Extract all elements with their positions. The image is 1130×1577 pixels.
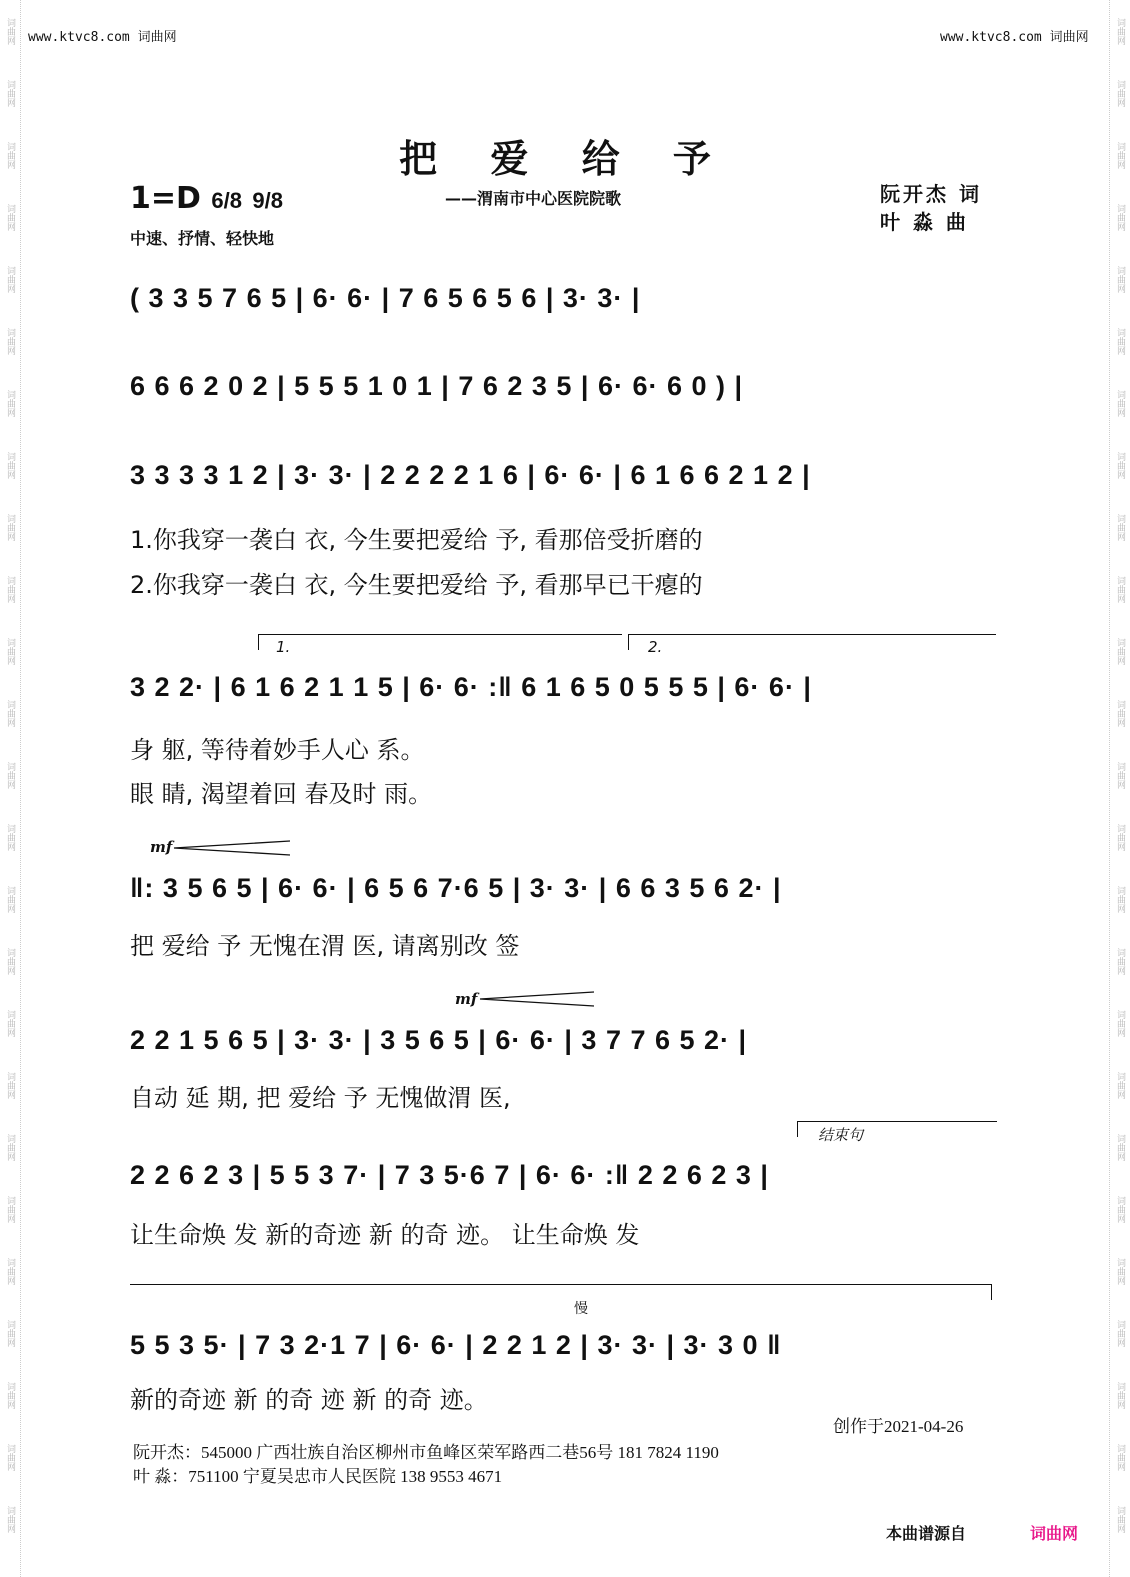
side-watermark-text: 词曲网	[5, 265, 15, 293]
key-label: 1=D	[130, 181, 201, 216]
side-watermark-text: 词曲网	[5, 637, 15, 665]
lyric-line-4-verse-1: 身 躯, 等待着妙手人心 系。	[130, 736, 425, 764]
right-watermark-strip	[1109, 0, 1130, 1577]
contact-lyricist: 阮开杰：545000 广西壮族自治区柳州市鱼峰区荣军路西二巷56号 181 7824 1190	[133, 1443, 719, 1462]
dynamic-mf-2: mf	[455, 990, 478, 1008]
lyric-line-3-verse-1: 1.你我穿一袭白 衣, 今生要把爱给 予, 看那倍受折磨的	[130, 526, 703, 554]
lyric-line-3-verse-2: 2.你我穿一袭白 衣, 今生要把爱给 予, 看那早已干瘪的	[130, 571, 703, 599]
side-watermark-text: 词曲网	[5, 1381, 15, 1409]
tempo-marking: 中速、抒情、轻快地	[130, 229, 275, 248]
side-watermark-text: 词曲网	[1115, 17, 1125, 45]
dynamic-mf-1: mf	[150, 838, 173, 856]
side-watermark-text: 词曲网	[1115, 389, 1125, 417]
volta-bracket-2	[628, 634, 996, 635]
left-watermark-strip	[0, 0, 21, 1577]
composer-credit: 叶 淼 曲	[880, 210, 969, 234]
brand-link[interactable]: 词曲网	[1030, 1524, 1079, 1543]
coda-bracket-continued	[130, 1284, 992, 1285]
volta-bracket-2-edge	[628, 634, 629, 650]
side-watermark-text: 词曲网	[5, 513, 15, 541]
side-watermark-text: 词曲网	[1115, 1319, 1125, 1347]
song-subtitle: ——渭南市中心医院院歌	[445, 189, 622, 208]
side-watermark-text: 词曲网	[5, 327, 15, 355]
side-watermark-text: 词曲网	[5, 1195, 15, 1223]
side-watermark-text: 词曲网	[5, 1443, 15, 1471]
side-watermark-text: 词曲网	[1115, 141, 1125, 169]
side-watermark-text: 词曲网	[1115, 761, 1125, 789]
side-watermark-text: 词曲网	[1115, 575, 1125, 603]
coda-bracket-end	[991, 1284, 992, 1300]
side-watermark-text: 词曲网	[5, 451, 15, 479]
side-watermark-text: 词曲网	[5, 885, 15, 913]
side-watermark-text: 词曲网	[1115, 823, 1125, 851]
time-signature-1: 6/8	[211, 188, 242, 213]
side-watermark-text: 词曲网	[5, 79, 15, 107]
side-watermark-text: 词曲网	[1115, 1195, 1125, 1223]
notation-line-7: 2 2 6 2 3 | 5 5 3 7· | 7 3 5·6 7 | 6· 6· :‖ 2 2 6 2 3 |	[130, 1160, 769, 1190]
side-watermark-text: 词曲网	[1115, 699, 1125, 727]
lyric-line-8: 新的奇迹 新 的奇 迹 新 的奇 迹。	[130, 1386, 488, 1414]
notation-line-1: ( 3 3 5 7 6 5 | 6· 6· | 7 6 5 6 5 6 | 3· 3· |	[130, 283, 641, 313]
watermark-left: www.ktvc8.com 词曲网	[28, 30, 177, 45]
side-watermark-text: 词曲网	[5, 389, 15, 417]
side-watermark-text: 词曲网	[1115, 451, 1125, 479]
side-watermark-text: 词曲网	[5, 575, 15, 603]
notation-line-5: ‖: 3 5 6 5 | 6· 6· | 6 5 6 7·6 5 | 3· 3· | 6 6 3 5 6 2· |	[130, 873, 782, 903]
side-watermark-text: 词曲网	[1115, 513, 1125, 541]
key-signature	[130, 181, 283, 216]
side-watermark-text: 词曲网	[1115, 637, 1125, 665]
side-watermark-text: 词曲网	[1115, 885, 1125, 913]
side-watermark-text: 词曲网	[1115, 1257, 1125, 1285]
lyric-line-4-verse-2: 眼 睛, 渴望着回 春及时 雨。	[130, 780, 433, 808]
watermark-right: www.ktvc8.com 词曲网	[940, 30, 1089, 45]
side-watermark-text: 词曲网	[5, 1257, 15, 1285]
coda-bracket	[797, 1121, 997, 1122]
slow-marking: 慢	[574, 1301, 588, 1317]
notation-line-3: 3 3 3 3 1 2 | 3· 3· | 2 2 2 2 1 6 | 6· 6· | 6 1 6 6 2 1 2 |	[130, 460, 811, 490]
side-watermark-text: 词曲网	[1115, 1443, 1125, 1471]
side-watermark-text: 词曲网	[1115, 1133, 1125, 1161]
side-watermark-text: 词曲网	[5, 823, 15, 851]
volta-1-label: 1.	[276, 638, 291, 656]
side-watermark-text: 词曲网	[5, 1319, 15, 1347]
side-watermark-text: 词曲网	[1115, 1505, 1125, 1533]
volta-bracket-1-edge	[258, 634, 259, 650]
side-watermark-text: 词曲网	[5, 1071, 15, 1099]
notation-line-6: 2 2 1 5 6 5 | 3· 3· | 3 5 6 5 | 6· 6· | 3 7 7 6 5 2· |	[130, 1025, 748, 1055]
side-watermark-text: 词曲网	[5, 203, 15, 231]
side-watermark-text: 词曲网	[1115, 265, 1125, 293]
side-watermark-text: 词曲网	[1115, 1381, 1125, 1409]
crescendo-hairpin-2	[478, 991, 596, 1007]
notation-line-4: 3 2 2· | 6 1 6 2 1 1 5 | 6· 6· :‖ 6 1 6 5 0 5 5 5 | 6· 6· |	[130, 672, 812, 702]
side-watermark-text: 词曲网	[5, 1133, 15, 1161]
side-watermark-text: 词曲网	[5, 1009, 15, 1037]
side-watermark-text: 词曲网	[5, 947, 15, 975]
side-watermark-text: 词曲网	[1115, 947, 1125, 975]
source-label: 本曲谱源自	[886, 1524, 967, 1543]
side-watermark-text: 词曲网	[1115, 1009, 1125, 1037]
lyric-line-5: 把 爱给 予 无愧在渭 医, 请离别改 签	[130, 932, 520, 960]
lyric-line-6: 自动 延 期, 把 爱给 予 无愧做渭 医,	[130, 1084, 511, 1112]
side-watermark-text: 词曲网	[1115, 203, 1125, 231]
volta-2-label: 2.	[648, 638, 663, 656]
side-watermark-text: 词曲网	[1115, 79, 1125, 107]
notation-line-2: 6 6 6 2 0 2 | 5 5 5 1 0 1 | 7 6 2 3 5 | 6· 6· 6 0 ) |	[130, 371, 744, 401]
song-title: 把 爱 给 予	[399, 136, 731, 181]
side-watermark-text: 词曲网	[5, 141, 15, 169]
coda-label: 结束句	[818, 1126, 864, 1144]
lyric-line-7: 让生命焕 发 新的奇迹 新 的奇 迹。 让生命焕 发	[130, 1221, 640, 1249]
crescendo-hairpin-1	[172, 840, 292, 856]
lyricist-credit: 阮开杰 词	[880, 182, 982, 206]
creation-date: 创作于2021-04-26	[833, 1417, 964, 1436]
coda-bracket-edge	[797, 1121, 798, 1137]
contact-composer: 叶 淼：751100 宁夏吴忠市人民医院 138 9553 4671	[133, 1467, 503, 1486]
volta-bracket-1	[258, 634, 622, 635]
time-signature-2: 9/8	[252, 188, 284, 213]
notation-line-8: 5 5 3 5· | 7 3 2·1 7 | 6· 6· | 2 2 1 2 | 3· 3· | 3· 3 0 ‖	[130, 1330, 782, 1360]
side-watermark-text: 词曲网	[5, 1505, 15, 1533]
side-watermark-text: 词曲网	[1115, 327, 1125, 355]
side-watermark-text: 词曲网	[1115, 1071, 1125, 1099]
side-watermark-text: 词曲网	[5, 699, 15, 727]
side-watermark-text: 词曲网	[5, 17, 15, 45]
side-watermark-text: 词曲网	[5, 761, 15, 789]
